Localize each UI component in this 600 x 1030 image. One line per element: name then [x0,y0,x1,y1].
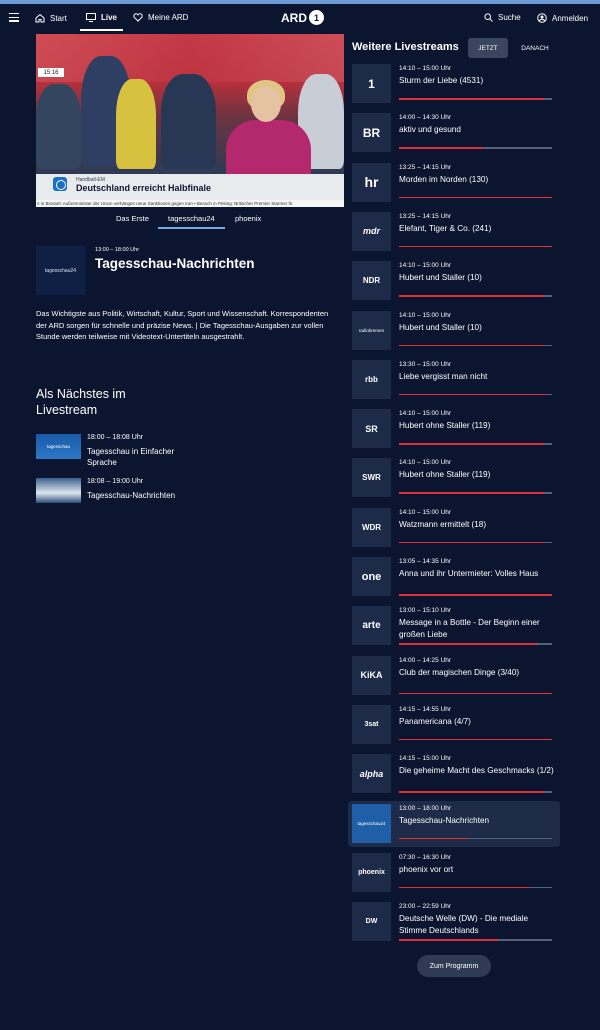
top-navigation [0,4,600,32]
livestream-item[interactable] [348,899,560,945]
livestream-progress-fill [399,643,537,645]
active-tab-underline [158,227,225,229]
livestream-progress-fill [399,887,529,889]
channel-logo: arte [352,606,391,645]
home-icon [35,13,45,23]
now-playing-thumbnail: tagesschau24 [36,246,85,295]
channel-logo: SR [352,409,391,448]
channel-logo: phoenix [352,853,391,892]
nav-live[interactable] [86,13,117,22]
livestream-title: Deutsche Welle (DW) - Die mediale Stimme Deutschlands [399,914,529,936]
livestream-item[interactable] [348,258,560,304]
livestream-time: 13:00 – 15:10 Uhr [399,607,452,615]
livestream-progress-fill [399,295,544,297]
menu-icon[interactable] [9,13,20,22]
livestream-time: 14:15 – 14:55 Uhr [399,705,452,713]
ard-one-icon: 1 [309,10,324,25]
livestream-item[interactable] [348,554,560,600]
tab-phoenix[interactable]: phoenix [235,214,262,223]
livestream-progress-fill [399,492,544,494]
livestream-progress-bar [399,443,552,445]
login-label: Anmelden [552,13,589,23]
livestream-time: 14:10 – 15:00 Uhr [399,508,452,516]
livestream-progress-bar [399,838,552,840]
livestream-item[interactable] [348,61,560,107]
livestream-progress-bar [399,394,552,396]
nav-start[interactable] [35,13,67,23]
tab-das-erste[interactable]: Das Erste [116,214,149,223]
livestream-item[interactable] [348,702,560,748]
livestream-progress-fill [399,394,547,396]
ard-logo[interactable] [281,10,324,25]
more-livestreams-heading: Weitere Livestreams [352,41,459,53]
channel-logo: SWR [352,458,391,497]
livestream-progress-bar [399,791,552,793]
livestream-progress-bar [399,542,552,544]
livestream-title: Die geheime Macht des Geschmacks (1/2) [399,766,554,776]
tv-icon [86,13,96,22]
livestream-progress-fill [399,594,552,596]
livestream-title: phoenix vor ort [399,864,454,874]
livestream-title: Message in a Bottle - Der Beginn einer großen Liebe [399,618,540,640]
livestream-title: Liebe vergisst man nicht [399,371,488,381]
now-playing-description: Das Wichtigste aus Politik, Wirtschaft, Kultur, Sport und Wissenschaft. Korrespondenten der ARD sorgen für schnelle und präzise News. | Die Tagesschau-Ausgaben zur vollen Stunde werden teilweise mit Videotext-Untertiteln ausgestrahlt. [36,309,329,341]
livestream-progress-fill [399,791,544,793]
livestream-progress-fill [399,147,483,149]
livestream-item[interactable] [348,751,560,797]
livestream-progress-bar [399,594,552,596]
livestream-title: Sturm der Liebe (4531) [399,76,484,85]
livestream-title: Anna und ihr Untermieter: Volles Haus [399,569,539,578]
livestream-item[interactable] [348,505,560,551]
livestream-progress-bar [399,739,552,741]
livestream-item[interactable] [348,110,560,156]
channel-logo: 1 [352,64,391,103]
channel-logo: radiobremen [352,311,391,350]
channel-logo: mdr [352,212,391,251]
next-up-time: 18:08 – 19:00 Uhr [87,478,144,485]
livestream-title: Hubert ohne Staller (119) [399,470,491,480]
channel-logo: KiKA [352,656,391,695]
livestream-progress-bar [399,887,552,889]
livestream-progress-bar [399,643,552,645]
next-up-thumbnail [36,478,81,503]
search-button[interactable] [484,13,521,22]
nav-live-underline [80,29,123,31]
channel-logo: one [352,557,391,596]
livestream-time: 14:15 – 15:00 Uhr [399,755,452,763]
channel-logo: hr [352,163,391,202]
ard-logo-text: ARD [281,10,307,25]
channel-tabs [36,212,344,230]
next-up-time: 18:00 – 18:08 Uhr [87,434,144,441]
livestream-time: 13:25 – 14:15 Uhr [399,163,452,171]
next-up-item[interactable] [36,434,256,474]
channel-logo: alpha [352,754,391,793]
lower-third-headline: Deutschland erreicht Halbfinale [76,183,212,193]
livestream-item[interactable] [348,603,560,649]
nav-live-label: Live [101,13,118,22]
livestream-time: 14:10 – 15:00 Uhr [399,262,452,270]
news-ticker: n in Brüssel: Außenminister der Union verhängen neue Sanktionen gegen Iran • Besuch in Peking: Britischer Premier Starmer fü [36,200,344,207]
livestream-time: 13:05 – 14:35 Uhr [399,558,452,565]
livestream-item[interactable] [348,357,560,403]
nav-start-label: Start [50,13,67,23]
livestream-item[interactable] [348,209,560,255]
next-up-item[interactable] [36,478,256,518]
livestream-title: Hubert und Staller (10) [399,322,482,332]
livestream-item[interactable] [348,455,560,501]
livestream-progress-bar [399,492,552,494]
livestream-time: 14:10 – 15:00 Uhr [399,311,452,319]
heart-icon [133,13,143,22]
livestream-title: Hubert und Staller (10) [399,273,482,283]
search-icon [484,13,493,22]
video-lower-third [36,174,344,200]
livestream-progress-bar [399,939,552,941]
channel-logo: 3sat [352,705,391,744]
channel-logo: DW [352,902,391,941]
user-icon [537,13,547,23]
channel-logo: rbb [352,360,391,399]
livestream-item[interactable] [348,653,560,699]
channel-logo: NDR [352,261,391,300]
livestream-title: Club der magischen Dinge (3/40) [399,667,520,677]
channel-logo: BR [352,113,391,152]
livestream-item[interactable] [348,850,560,896]
livestream-progress-fill [399,542,544,544]
livestream-progress-fill [399,246,552,248]
now-toggle-button[interactable]: JETZT [468,38,508,58]
livestream-progress-bar [399,295,552,297]
livestream-title: Elefant, Tiger & Co. (241) [399,223,492,233]
livestream-title: Morden im Norden (130) [399,174,489,184]
livestream-progress-fill [399,345,544,347]
livestream-title: Hubert ohne Staller (119) [399,421,491,431]
livestream-progress-fill [399,939,498,941]
livestream-progress-bar [399,98,552,100]
now-playing-title: Tagesschau-Nachrichten [95,256,255,271]
livestream-time: 14:00 – 14:30 Uhr [399,114,452,122]
video-player[interactable] [36,34,344,207]
livestream-progress-fill [399,838,468,840]
program-button[interactable]: Zum Programm [417,955,491,977]
livestream-progress-fill [399,98,544,100]
next-up-title: Tagesschau in Einfacher Sprache [87,447,175,467]
tagesschau-logo-icon [53,177,67,191]
livestream-progress-fill [399,197,552,199]
livestream-time: 13:30 – 15:00 Uhr [399,360,452,368]
tab-tagesschau24[interactable]: tagesschau24 [168,214,215,223]
livestream-title: Panamericana (4/7) [399,716,471,726]
livestream-time: 13:25 – 14:15 Uhr [399,212,452,220]
livestream-item[interactable] [348,406,560,452]
livestream-time: 14:00 – 14:25 Uhr [399,656,452,664]
search-label: Suche [498,13,521,22]
livestream-title: Tagesschau-Nachrichten [399,815,490,825]
livestream-item[interactable] [348,308,560,354]
lower-third-kicker: Handball-EM [76,177,105,183]
now-playing-time: 13:00 – 18:00 Uhr [95,247,140,253]
nav-meine-ard-label: Meine ARD [148,13,189,22]
livestream-time: 14:10 – 15:00 Uhr [399,410,452,418]
livestream-progress-bar [399,693,552,695]
next-up-thumbnail: tagesschau [36,434,81,459]
livestream-progress-fill [399,693,552,695]
channel-logo: tagesschau24 [352,804,391,843]
livestream-title: aktiv und gesund [399,125,461,135]
nav-meine-ard[interactable] [133,13,188,22]
livestream-progress-fill [399,443,544,445]
livestream-item[interactable] [348,160,560,206]
video-clock: 15:16 [38,68,64,77]
livestream-item[interactable] [348,801,560,847]
livestream-time: 14:10 – 15:00 Uhr [399,65,452,72]
livestream-progress-fill [399,739,552,741]
video-athlete-figure [116,79,156,169]
livestream-progress-bar [399,197,552,199]
channel-logo: WDR [352,508,391,547]
presenter-head [251,86,281,122]
livestream-progress-bar [399,147,552,149]
livestream-time: 13:00 – 18:00 Uhr [399,804,452,812]
next-up-title: Tagesschau-Nachrichten [87,491,176,500]
livestream-title: Watzmann ermittelt (18) [399,519,487,529]
livestream-progress-bar [399,246,552,248]
video-athlete-figure [161,74,216,169]
login-button[interactable] [537,13,588,23]
livestream-progress-bar [399,345,552,347]
next-up-heading: Als Nächstes im Livestream [36,387,126,417]
livestream-time: 07:30 – 16:30 Uhr [399,853,452,861]
livestream-time: 14:10 – 15:00 Uhr [399,459,452,467]
video-athlete-figure [36,84,81,169]
livestream-time: 23:00 – 22:59 Uhr [399,903,452,911]
next-toggle-button[interactable]: DANACH [521,44,549,52]
